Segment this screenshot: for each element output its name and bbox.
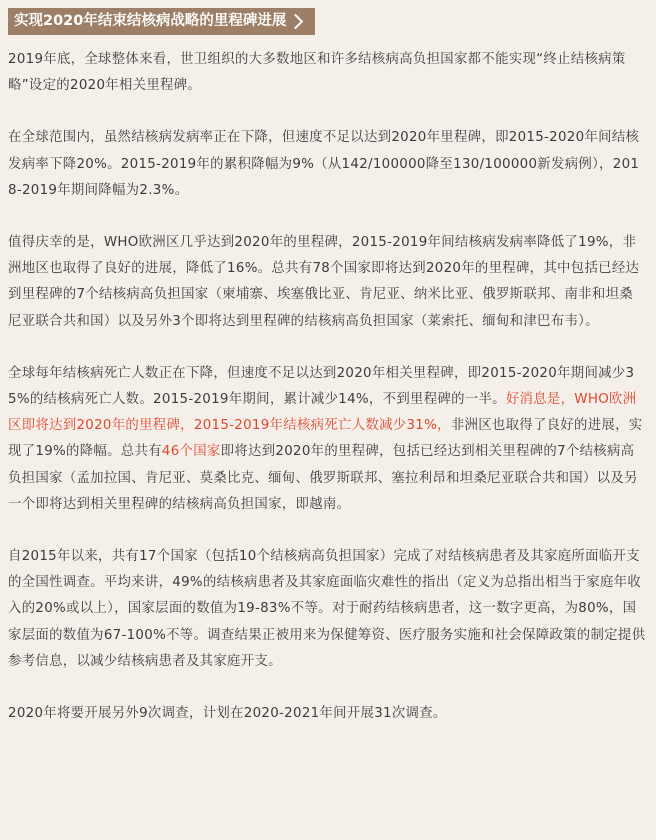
deaths-africa-text: 非洲区也取得了良好的进展，实现了19%的降幅。总共有 <box>8 418 643 460</box>
section-title: 实现2020年结束结核病战略的里程碑进展 <box>14 13 287 29</box>
section-title-badge <box>8 8 315 35</box>
paragraph-overview: 2019年底，全球整体来看，世卫组织的大多数地区和许多结核病高负担国家都不能实现“终止结核病策略”设定的2020年相关里程碑。 <box>8 52 626 94</box>
section-header <box>8 8 656 35</box>
deaths-text: 全球每年结核病死亡人数正在下降，但速度不足以达到2020年相关里程碑，即2015-2020年期间减少35%的结核病死亡人数。2015-2019年期间，累计减少14%，不到里程碑的一半。 <box>8 365 635 408</box>
paragraph-regional-progress: 值得庆幸的是，WHO欧洲区几乎达到2020年的里程碑，2015-2019年间结核病发病率降低了19%，非洲地区也取得了良好的进展，降低了16%。总共有78个国家即将达到2020年的里程碑，其中包括已经达到里程碑的7个结核病高负担国家（柬埔寨、埃塞俄比亚、肯尼亚、纳米比亚、俄罗斯联邦、南非和坦桑尼亚联合共和国）以及另外3个即将达到里程碑的结核病高负担国家（莱索托、缅甸和津巴布韦）。 <box>8 235 640 329</box>
chevron-right-icon <box>288 14 304 30</box>
highlight-good-news: 好消息是，WHO欧洲区即将达到2020年的里程碑，2015-2019年结核病死亡人数减少31%， <box>8 392 637 434</box>
paragraph-cost-survey: 自2015年以来，共有17个国家（包括10个结核病高负担国家）完成了对结核病患者及其家庭所面临开支的全国性调查。平均来讲，49%的结核病患者及其家庭面临灾难性的指出（定义为总指出相当于家庭年收入的20%或以上），国家层面的数值为19-83%不等。对于耐药结核病患者，这一数字更高，为80%，国家层面的数值为67-100%不等。调查结果正被用来为保健筹资、医疗服务实施和社会保障政策的制定提供参考信息，以减少结核病患者及其家庭开支。 <box>8 549 646 669</box>
highlight-country-count: 46个国家 <box>161 444 221 460</box>
paragraph-future-surveys: 2020年将要开展另外9次调查，计划在2020-2021年间开展31次调查。 <box>8 706 447 722</box>
article-body <box>0 47 656 727</box>
deaths-countries-text: 即将达到2020年的里程碑，包括已经达到相关里程碑的7个结核病高负担国家（孟加拉国、肯尼亚、莫桑比克、缅甸、俄罗斯联邦、塞拉利昂和坦桑尼亚联合共和国）以及另一个即将达到相关里程碑的结核病高负担国家，即越南。 <box>8 444 638 512</box>
paragraph-deaths <box>8 361 646 518</box>
paragraph-incidence: 在全球范围内，虽然结核病发病率正在下降，但速度不足以达到2020年里程碑，即2015-2020年间结核发病率下降20%。2015-2019年的累积降幅为9%（从142/100000降至130/100000新发病例），2018-2019年期间降幅为2.3%。 <box>8 130 640 198</box>
